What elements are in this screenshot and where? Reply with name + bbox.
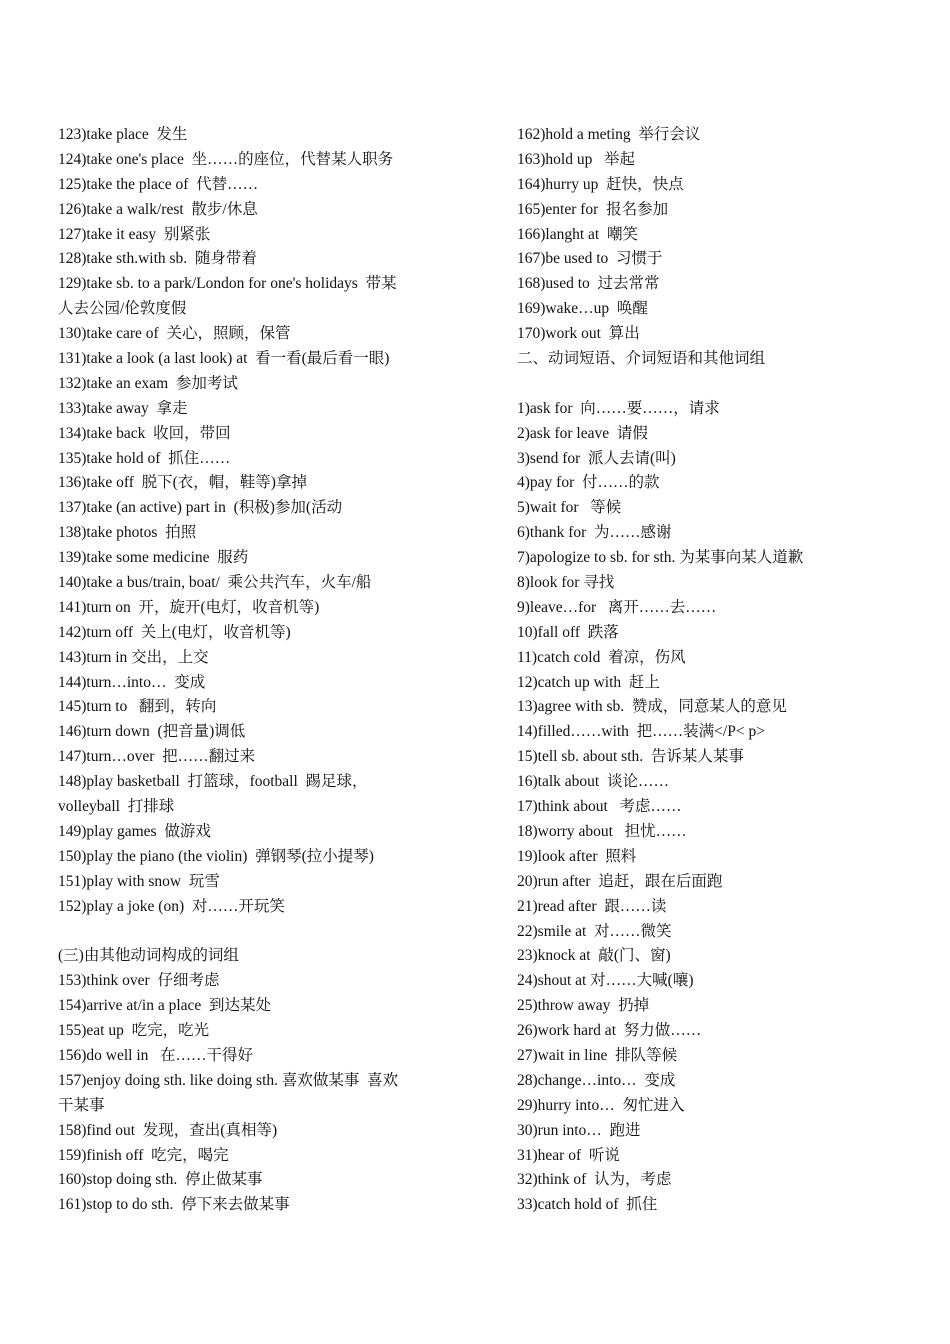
phrase-line: 31)hear of 听说 xyxy=(517,1146,620,1164)
phrase-line: 123)take place 发生 xyxy=(58,126,188,143)
phrase-line: 136)take off 脱下(衣，帽，鞋等)拿掉 xyxy=(58,474,307,492)
phrase-line: 131)take a look (a last look) at 看一看(最后看一眼) xyxy=(58,350,390,368)
phrase-line: 4)pay for 付……的款 xyxy=(517,474,660,492)
phrase-line: 161)stop to do sth. 停下来去做某事 xyxy=(58,1196,290,1214)
phrase-line: 2)ask for leave 请假 xyxy=(517,424,648,442)
phrase-line: 18)worry about 担忧…… xyxy=(517,822,687,840)
phrase-line: 149)play games 做游戏 xyxy=(58,822,211,840)
phrase-line: 144)turn…into… 变成 xyxy=(58,673,206,691)
phrase-line: 148)play basketball 打篮球，football 踢足球， xyxy=(58,773,368,791)
phrase-line: 133)take away 拿走 xyxy=(58,399,188,417)
phrase-line: 15)tell sb. about sth. 告诉某人某事 xyxy=(517,748,744,766)
phrase-line: 28)change…into… 变成 xyxy=(517,1071,676,1089)
phrase-line: (三)由其他动词构成的词组 xyxy=(58,947,239,965)
phrase-line: 16)talk about 谈论…… xyxy=(517,773,669,791)
phrase-line: 25)throw away 扔掉 xyxy=(517,997,650,1015)
phrase-line: 153)think over 仔细考虑 xyxy=(58,972,220,990)
phrase-line: 139)take some medicine 服药 xyxy=(58,549,249,567)
phrase-line: 10)fall off 跌落 xyxy=(517,623,619,641)
phrase-line: 126)take a walk/rest 散步/休息 xyxy=(58,200,258,218)
phrase-line: 127)take it easy 别紧张 xyxy=(58,225,211,243)
phrase-line: 167)be used to 习惯于 xyxy=(517,250,663,268)
phrase-line: 140)take a bus/train, boat/ 乘公共汽车，火车/船 xyxy=(58,574,372,592)
phrase-line: 11)catch cold 着凉，伤风 xyxy=(517,648,686,666)
phrase-line: 29)hurry into… 匆忙进入 xyxy=(517,1096,685,1114)
phrase-line: 134)take back 收回，带回 xyxy=(58,424,231,442)
phrase-line: 157)enjoy doing sth. like doing sth. 喜欢做某事 喜欢 xyxy=(58,1071,399,1089)
phrase-line: 155)eat up 吃完，吃光 xyxy=(58,1022,210,1040)
phrase-line: 30)run into… 跑进 xyxy=(517,1121,641,1139)
phrase-line: 6)thank for 为……感谢 xyxy=(517,524,672,542)
phrase-line: 158)find out 发现，查出(真相等) xyxy=(58,1121,278,1139)
phrase-line: 14)filled……with 把……装满</P< p> xyxy=(517,723,765,741)
phrase-line: 129)take sb. to a park/London for one's holidays 带某 xyxy=(58,275,397,293)
left-column xyxy=(58,123,438,1218)
phrase-line: 164)hurry up 赶快，快点 xyxy=(517,175,684,193)
phrase-line: 124)take one's place 坐……的座位，代替某人职务 xyxy=(58,150,394,168)
phrase-line: 8)look for 寻找 xyxy=(517,574,615,592)
phrase-line: 151)play with snow 玩雪 xyxy=(58,872,220,890)
phrase-line: 128)take sth.with sb. 随身带着 xyxy=(58,250,257,268)
phrase-line: 33)catch hold of 抓住 xyxy=(517,1196,658,1214)
phrase-line: 168)used to 过去常常 xyxy=(517,275,660,293)
phrase-line: 135)take hold of 抓住…… xyxy=(58,449,231,467)
phrase-line: 22)smile at 对……微笑 xyxy=(517,922,672,940)
phrase-line: 人去公园/伦敦度假 xyxy=(58,300,187,318)
phrase-line: 27)wait in line 排队等候 xyxy=(517,1046,678,1064)
phrase-line: 1)ask for 向……要……，请求 xyxy=(517,399,720,417)
phrase-line: 二、动词短语、介词短语和其他词组 xyxy=(517,350,766,368)
phrase-line: 7)apologize to sb. for sth. 为某事向某人道歉 xyxy=(517,549,804,567)
phrase-line: 146)turn down (把音量)调低 xyxy=(58,723,246,741)
phrase-line: 170)work out 算出 xyxy=(517,325,640,343)
right-column xyxy=(517,123,917,1218)
phrase-line: 125)take the place of 代替…… xyxy=(58,175,259,193)
phrase-line: 132)take an exam 参加考试 xyxy=(58,374,238,392)
phrase-line: 20)run after 追赶，跟在后面跑 xyxy=(517,872,723,890)
phrase-line: 3)send for 派人去请(叫) xyxy=(517,449,676,467)
phrase-line: 156)do well in 在……干得好 xyxy=(58,1046,254,1064)
phrase-line: 143)turn in 交出，上交 xyxy=(58,648,209,666)
phrase-line: 干某事 xyxy=(58,1096,105,1114)
phrase-line: 147)turn…over 把……翻过来 xyxy=(58,748,256,766)
blank-line xyxy=(58,920,438,945)
phrase-line: 137)take (an active) part in (积极)参加(活动 xyxy=(58,499,343,517)
phrase-line: volleyball 打排球 xyxy=(58,798,175,816)
phrase-line: 12)catch up with 赶上 xyxy=(517,673,660,691)
phrase-line: 169)wake…up 唤醒 xyxy=(517,300,648,318)
phrase-line: 154)arrive at/in a place 到达某处 xyxy=(58,997,272,1015)
phrase-line: 5)wait for 等候 xyxy=(517,499,622,517)
phrase-line: 24)shout at 对……大喊(嚷) xyxy=(517,972,694,990)
phrase-line: 26)work hard at 努力做…… xyxy=(517,1022,702,1040)
phrase-line: 152)play a joke (on) 对……开玩笑 xyxy=(58,897,285,915)
phrase-line: 150)play the piano (the violin) 弹钢琴(拉小提琴) xyxy=(58,847,374,865)
phrase-line: 166)langht at 嘲笑 xyxy=(517,225,638,243)
phrase-line: 162)hold a meting 举行会议 xyxy=(517,126,701,143)
phrase-line: 130)take care of 关心，照顾，保管 xyxy=(58,325,291,343)
phrase-line: 138)take photos 拍照 xyxy=(58,524,197,542)
phrase-line: 19)look after 照料 xyxy=(517,847,637,865)
phrase-line: 159)finish off 吃完，喝完 xyxy=(58,1146,229,1164)
phrase-line: 23)knock at 敲(门、窗) xyxy=(517,947,671,965)
phrase-line: 163)hold up 举起 xyxy=(517,150,635,168)
phrase-line: 32)think of 认为，考虑 xyxy=(517,1171,672,1189)
phrase-line: 141)turn on 开，旋开(电灯，收音机等) xyxy=(58,598,320,616)
phrase-line: 13)agree with sb. 赞成，同意某人的意见 xyxy=(517,698,787,716)
phrase-line: 21)read after 跟……读 xyxy=(517,897,667,915)
phrase-line: 9)leave…for 离开……去…… xyxy=(517,598,717,616)
blank-line xyxy=(517,372,917,397)
phrase-line: 160)stop doing sth. 停止做某事 xyxy=(58,1171,263,1189)
phrase-line: 145)turn to 翻到，转向 xyxy=(58,698,217,716)
phrase-line: 165)enter for 报名参加 xyxy=(517,200,669,218)
phrase-line: 142)turn off 关上(电灯，收音机等) xyxy=(58,623,291,641)
phrase-line: 17)think about 考虑…… xyxy=(517,798,682,816)
